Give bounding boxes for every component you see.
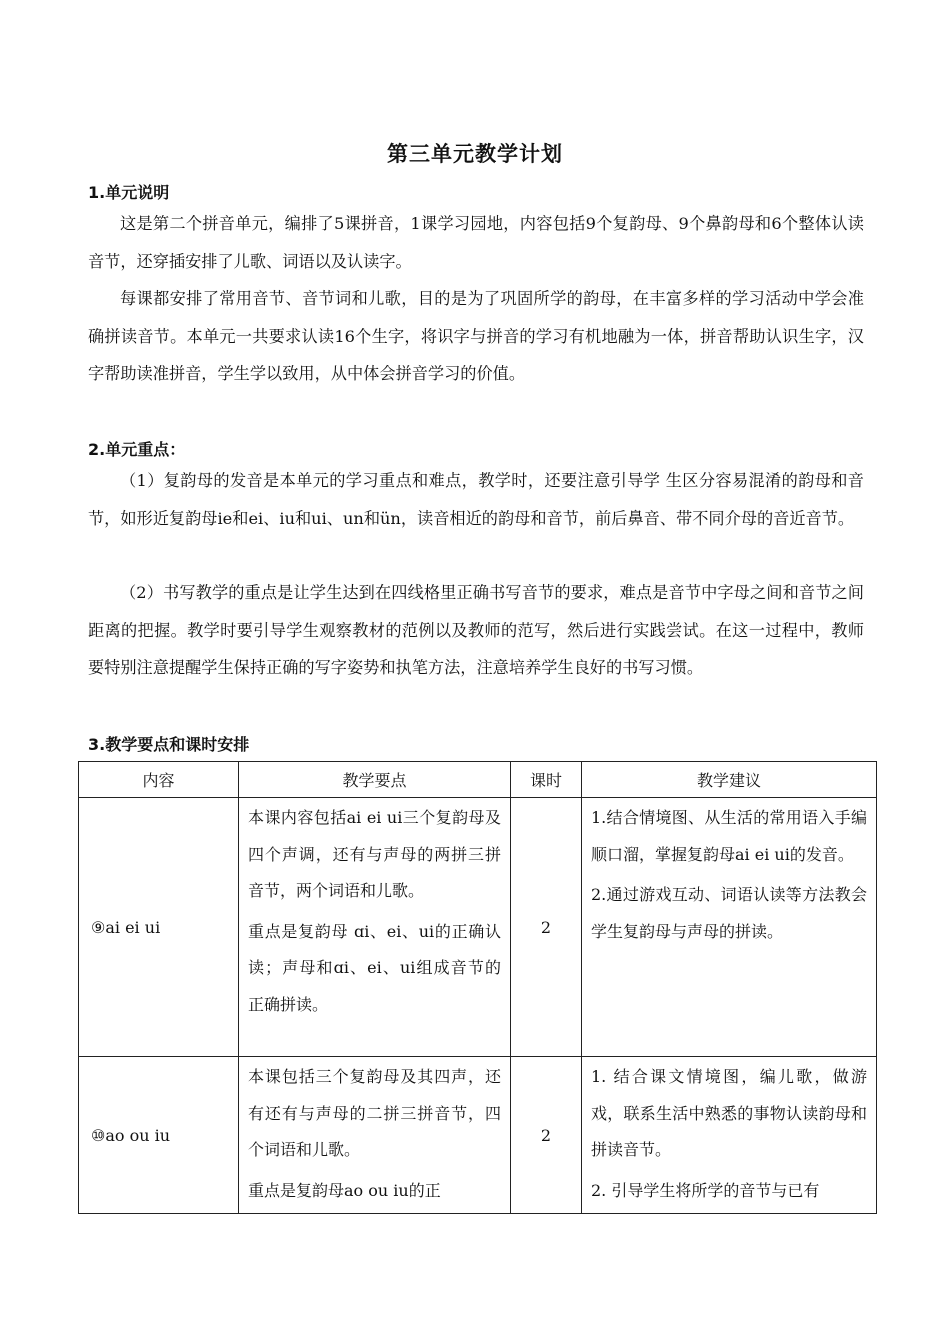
lesson-title: ⑨ai ei ui — [91, 917, 161, 937]
paragraph-unit-focus-1: （1）复韵母的发音是本单元的学习重点和难点，教学时，还要注意引导学 生区分容易混淆的韵母和音节，如形近复韵母ie和ei、iu和ui、un和ün，读音相近的韵母和音节，前后鼻音、带不同介母的音近音节。 — [88, 471, 864, 528]
paragraph-unit-description-2: 每课都安排了常用音节、音节词和儿歌，目的是为了巩固所学的韵母，在丰富多样的学习活动中学会准确拼读音节。本单元一共要求认读16个生字，将识字与拼音的学习有机地融为一体，拼音帮助认识生字，汉字帮助读准拼音，学生学以致用，从中体会拼音学习的价值。 — [88, 289, 864, 383]
header-teaching-points: 教学要点 — [239, 762, 511, 798]
section-heading-unit-focus: 2.单元重点： — [88, 440, 186, 459]
header-content: 内容 — [79, 762, 239, 798]
row-teaching-points — [239, 798, 511, 1057]
row-class-hours: 2 — [511, 1057, 582, 1214]
table-header-row — [79, 762, 877, 798]
header-class-hours: 课时 — [511, 762, 582, 798]
section-heading-teaching-schedule: 3.教学要点和课时安排 — [88, 735, 250, 754]
teaching-points-text: 本课内容包括ai ei ui三个复韵母及四个声调，还有与声母的两拼三拼音节，两个词语和儿歌。 — [248, 808, 501, 900]
row-suggestions — [582, 798, 877, 1057]
row-content — [79, 1057, 239, 1214]
table-row — [79, 798, 877, 1057]
paragraph-unit-focus-2: （2）书写教学的重点是让学生达到在四线格里正确书写音节的要求，难点是音节中字母之间和音节之间距离的把握。教学时要引导学生观察教材的范例以及教师的范写，然后进行实践尝试。在这一过程中，教师要特别注意提醒学生保持正确的写字姿势和执笔方法，注意培养学生良好的书写习惯。 — [88, 583, 864, 677]
suggestion-item: 2.通过游戏互动、词语认读等方法教会学生复韵母与声母的拼读。 — [591, 885, 867, 941]
teaching-focus-text: 重点是复韵母 ɑi、ei、ui的正确认读；声母和ɑi、ei、ui组成音节的正确拼读。 — [248, 921, 501, 1014]
row-teaching-points — [239, 1057, 511, 1214]
lesson-title: ⑩ao ou iu — [91, 1125, 171, 1145]
page-title: 第三单元教学计划 — [387, 142, 563, 166]
paragraph-unit-description-1: 这是第二个拼音单元，编排了5课拼音，1课学习园地，内容包括9个复韵母、9个鼻韵母和6个整体认读音节，还穿插安排了儿歌、词语以及认读字。 — [88, 214, 864, 271]
suggestion-item: 2. 引导学生将所学的音节与已有 — [591, 1180, 820, 1200]
teaching-points-text: 本课包括三个复韵母及其四声，还有还有与声母的二拼三拼音节，四个词语和儿歌。 — [248, 1067, 501, 1159]
teaching-plan-table — [78, 761, 877, 1214]
suggestion-item: 1. 结合课文情境图，编儿歌，做游戏，联系生活中熟悉的事物认读韵母和拼读音节。 — [591, 1067, 867, 1159]
table-row — [79, 1057, 877, 1214]
teaching-focus-text: 重点是复韵母ao ou iu的正 — [248, 1180, 441, 1200]
row-content — [79, 798, 239, 1057]
row-suggestions — [582, 1057, 877, 1214]
header-teaching-suggestions: 教学建议 — [582, 762, 877, 798]
row-class-hours: 2 — [511, 798, 582, 1057]
suggestion-item: 1.结合情境图、从生活的常用语入手编顺口溜，掌握复韵母ai ei ui的发音。 — [591, 808, 867, 864]
section-heading-unit-description: 1.单元说明 — [88, 183, 170, 202]
